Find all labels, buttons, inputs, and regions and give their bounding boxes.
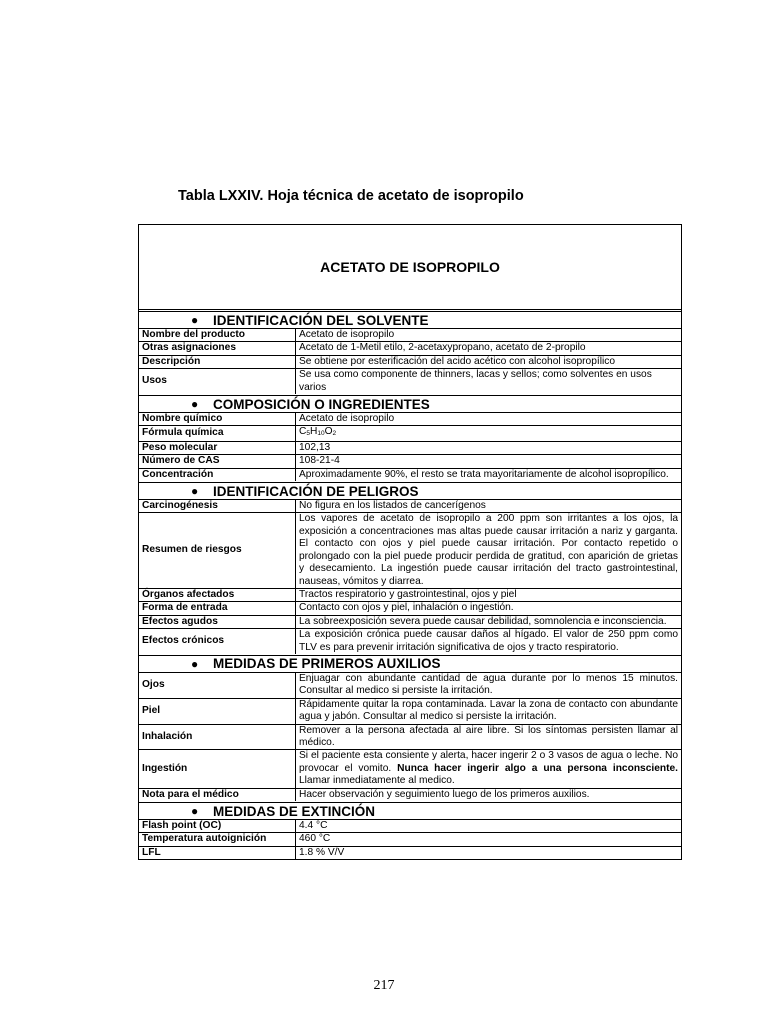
value-text: Llamar inmediatamente al medico. [299,775,455,787]
sheet-title: ACETATO DE ISOPROPILO [320,259,500,275]
row-value: Enjuagar con abundante cantidad de agua durante por lo menos 15 minutos. Consultar al medico si persiste la irritación. [299,672,678,697]
row-value: Acetato de isopropilo [299,329,395,340]
row-value: 460 °C [296,833,682,846]
row-value: Acetato de isopropilo [299,413,395,425]
section-header [139,396,681,413]
row-label: Flash point (OC) [139,820,296,833]
formula-subscript: 5 [306,430,310,438]
row-label: Usos [139,369,296,394]
row-label: Ojos [139,673,296,698]
table-row [139,673,681,698]
row-label: Órganos afectados [139,588,296,601]
table-row [139,426,681,441]
table-row [139,500,681,513]
row-label: LFL [139,846,296,859]
table-row [139,833,681,846]
row-label: Descripción [139,355,296,368]
row-value: Contacto con ojos y piel, inhalación o ingestión. [296,602,682,615]
table-row [139,588,681,601]
table-row [139,455,681,468]
table-row [139,846,681,859]
table-caption: Tabla LXXIV. Hoja técnica de acetato de isopropilo [178,188,524,204]
table-row [139,602,681,615]
section-title: COMPOSICIÓN O INGREDIENTES [213,396,430,412]
value-text: Si el paciente esta consiente y alerta, hacer ingerir 2 o 3 vasos de agua o leche. No provocar el vomito. [299,750,678,774]
section-table [139,329,681,394]
sheet-header [139,225,681,310]
row-value: La exposición crónica puede causar daños al hígado. El valor de 250 ppm como TLV es para prevenir irritación significativa de ojos y tracto respiratorio. [296,629,682,654]
bullet-icon: ● [191,804,199,818]
section-header [139,803,681,820]
section-title: MEDIDAS DE PRIMEROS AUXILIOS [213,656,441,672]
row-value: Acetato de 1-Metil etilo, 2-acetaxypropano, acetato de 2-propilo [296,342,682,355]
page-number: 217 [373,978,395,993]
table-row [139,750,681,788]
chemical-formula: C5H10O2 [296,426,682,441]
formula-subscript: 2 [332,430,337,438]
row-value [296,750,682,788]
section-composicion [139,395,681,481]
row-label: Fórmula química [139,426,296,441]
bullet-icon: ● [191,313,199,327]
row-value: 102,13 [296,441,682,454]
table-row [139,820,681,833]
row-value: 4.4 °C [299,820,328,831]
table-row [139,724,681,750]
row-label: Peso molecular [139,441,296,454]
section-header [139,483,681,500]
row-label: Forma de entrada [139,602,296,615]
section-table [139,673,681,801]
row-value: 1.8 % V/V [296,846,682,859]
section-identificacion-solvente [139,311,681,394]
row-label: Concentración [139,468,296,481]
row-label: Carcinogénesis [139,500,296,513]
section-title: IDENTIFICACIÓN DEL SOLVENTE [213,312,429,328]
table-row [139,468,681,481]
table-row [139,698,681,724]
table-row [139,441,681,454]
section-identificacion-peligros [139,482,681,654]
table-row [139,413,681,426]
section-table [139,413,681,481]
row-label: Temperatura autoignición [139,833,296,846]
row-label: Nota para el médico [139,788,296,801]
row-value: 108-21-4 [296,455,682,468]
row-value: Hacer observación y seguimiento luego de los primeros auxilios. [296,788,682,801]
table-row [139,513,681,588]
row-value: Tractos respiratorio y gastrointestinal, ojos y piel [296,588,682,601]
table-row [139,788,681,801]
table-row [139,355,681,368]
section-table [139,820,681,859]
section-extincion [139,802,681,859]
row-label: Resumen de riesgos [139,513,296,588]
value-emphasis: Nunca hacer ingerir algo a una persona inconsciente. [397,762,678,774]
formula-subscript: 10 [317,430,325,438]
table-row [139,369,681,394]
row-value: Se obtiene por esterificación del acido acético con alcohol isopropílico [296,355,682,368]
row-label: Nombre del producto [139,329,296,342]
section-title: MEDIDAS DE EXTINCIÓN [213,803,376,819]
row-value: Rápidamente quitar la ropa contaminada. Lavar la zona de contacto con abundante agua y jabón. Consultar al medico si persiste la irritación. [296,698,682,724]
row-value: Remover a la persona afectada al aire libre. Si los síntomas persisten llamar al médico. [296,724,682,750]
technical-sheet [138,224,682,860]
section-table [139,500,681,654]
row-label: Número de CAS [139,455,296,468]
row-label: Otras asignaciones [139,342,296,355]
table-row [139,629,681,654]
row-label: Efectos agudos [139,615,296,628]
table-row [139,615,681,628]
row-value: No figura en los listados de cancerígenos [299,500,486,512]
row-label: Piel [139,698,296,724]
row-value: La sobreexposición severa puede causar debilidad, somnolencia e inconsciencia. [296,615,682,628]
row-value: Los vapores de acetato de isopropilo a 200 ppm son irritantes a los ojos, la exposición a concentraciones mas altas puede causar irritación a nariz y garganta. El contacto con ojos y piel puede causar irritación. Por contacto repetido o prolongado con la piel puede producir perdida de gratitud, con aparición de grietas y desecamiento. La ingestión puede causar irritación del tracto gastrointestinal, nauseas, vómitos y diarrea. [296,513,682,588]
row-label: Ingestión [139,750,296,788]
bullet-icon: ● [191,397,199,412]
section-header [139,312,681,329]
row-value: Se usa como componente de thinners, lacas y sellos; como solventes en usos varios [296,369,682,394]
row-value: Aproximadamente 90%, el resto se trata mayoritariamente de alcohol isopropílico. [296,468,682,481]
row-label: Efectos crónicos [139,629,296,654]
section-header [139,656,681,673]
row-label: Inhalación [139,724,296,750]
section-title: IDENTIFICACIÓN DE PELIGROS [213,483,419,499]
bullet-icon: ● [191,484,199,499]
table-row [139,342,681,355]
row-label: Nombre químico [139,413,296,426]
bullet-icon: ● [191,656,199,671]
section-primeros-auxilios [139,655,681,801]
table-row [139,329,681,342]
